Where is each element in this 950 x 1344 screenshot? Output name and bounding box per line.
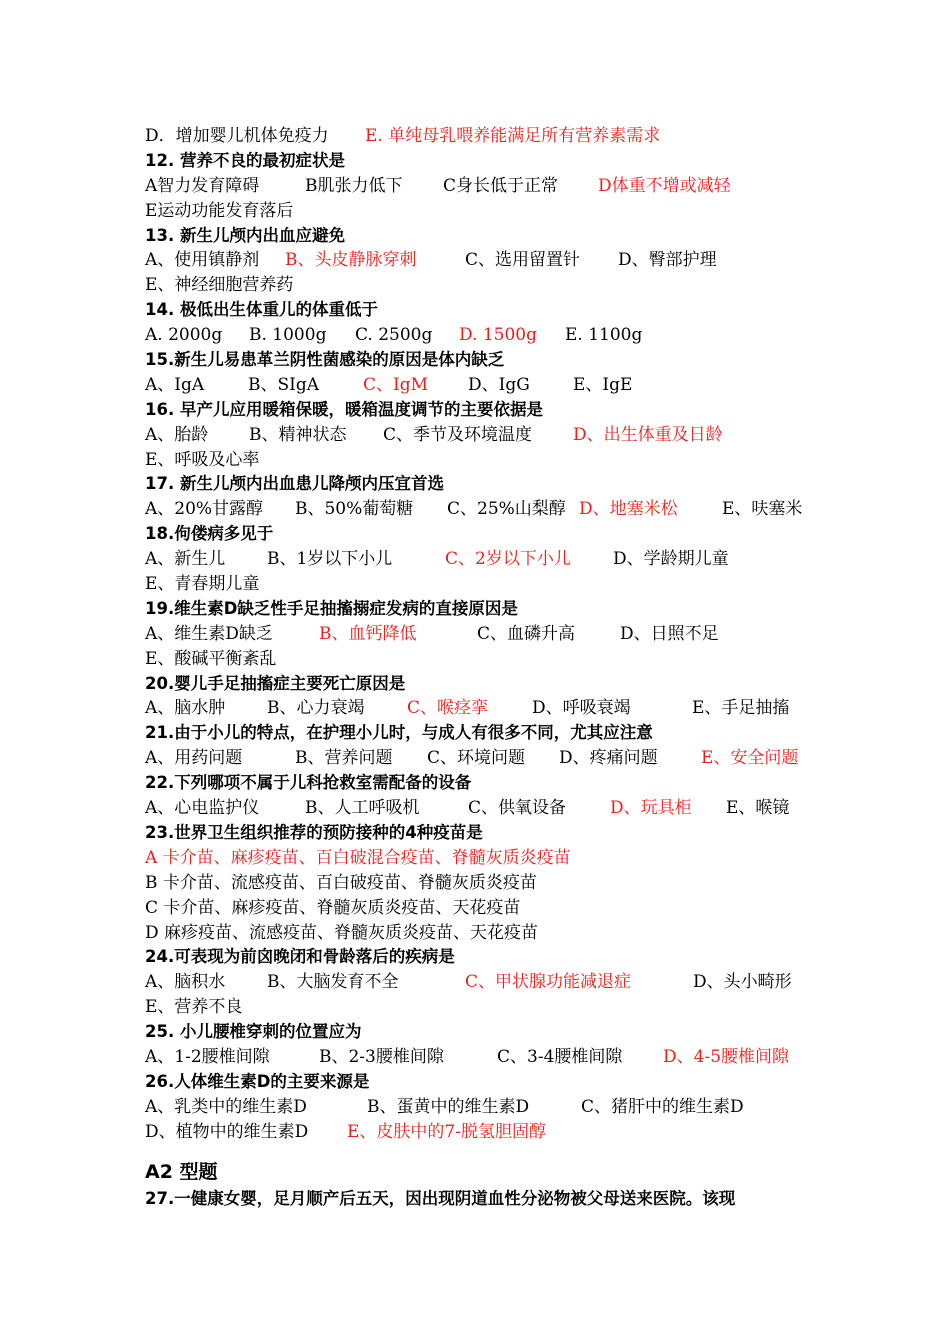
answer-option: B、50%葡萄糖 xyxy=(295,499,414,520)
answer-options xyxy=(145,995,825,1020)
answer-option: B. 1000g xyxy=(249,325,327,346)
answer-option: A、维生素D缺乏 xyxy=(145,623,273,644)
answer-option: E、IgE xyxy=(573,374,633,395)
answer-options xyxy=(145,572,825,597)
question-stem: 19.维生素D缺乏性手足抽搐搦症发病的直接原因是 xyxy=(145,598,518,618)
correct-answer-option: D体重不增或减轻 xyxy=(598,175,731,196)
answer-option: C、环境问题 xyxy=(427,748,526,769)
answer-option: A、脑水肿 xyxy=(145,698,226,719)
answer-option: D、臀部护理 xyxy=(618,250,717,271)
answer-option: C、选用留置针 xyxy=(465,250,581,271)
answer-option: B、心力衰竭 xyxy=(267,698,365,719)
answer-option: B、2-3腰椎间隙 xyxy=(319,1046,444,1067)
question-stem: 13. 新生儿颅内出血应避免 xyxy=(145,225,345,245)
answer-option: C身长低于正常 xyxy=(443,175,559,196)
question-stem: 22.下列哪项不属于儿科抢救室需配备的设备 xyxy=(145,773,472,793)
answer-options xyxy=(145,323,825,348)
section-heading: A2 型题 xyxy=(145,1160,218,1183)
answer-option: D．增加婴儿机体免疫力 xyxy=(145,126,329,146)
correct-answer-option: D. 1500g xyxy=(459,325,537,346)
answer-option: C、血磷升高 xyxy=(477,623,576,644)
answer-options xyxy=(145,248,825,273)
answer-option: A. 2000g xyxy=(145,325,223,346)
answer-options xyxy=(145,547,825,572)
question-stem: 18.佝偻病多见于 xyxy=(145,524,274,544)
answer-options xyxy=(145,871,825,896)
answer-option: B、人工呼吸机 xyxy=(305,798,420,819)
answer-option: B、蛋黄中的维生素D xyxy=(367,1096,530,1117)
question-stem: 23.世界卫生组织推荐的预防接种的4种疫苗是 xyxy=(145,822,483,842)
exam-page xyxy=(145,124,825,1211)
answer-options xyxy=(145,921,825,946)
answer-option: D、植物中的维生素D xyxy=(145,1121,309,1142)
answer-option: D 麻疹疫苗、流感疫苗、脊髓灰质炎疫苗、天花疫苗 xyxy=(145,922,539,943)
answer-option: A、使用镇静剂 xyxy=(145,250,260,271)
answer-options xyxy=(145,174,825,199)
answer-options xyxy=(145,970,825,995)
answer-option: D、疼痛问题 xyxy=(559,748,658,769)
correct-answer-option: D、玩具柜 xyxy=(610,798,692,819)
answer-options xyxy=(145,846,825,871)
correct-answer-option: E、皮肤中的7-脱氢胆固醇 xyxy=(347,1121,546,1142)
answer-option: E、青春期儿童 xyxy=(145,574,260,595)
answer-options xyxy=(145,1095,825,1120)
answer-option: E、神经细胞营养药 xyxy=(145,275,294,296)
correct-answer-option: B、血钙降低 xyxy=(319,623,417,644)
answer-option: C. 2500g xyxy=(355,325,433,346)
question-stem: 17. 新生儿颅内出血患儿降颅内压宜首选 xyxy=(145,474,444,494)
correct-answer-option: C、喉痉挛 xyxy=(407,698,489,719)
answer-options xyxy=(145,796,825,821)
answer-options xyxy=(145,1120,825,1145)
answer-option: E运动功能发育落后 xyxy=(145,200,294,221)
question-stem: 16. 早产儿应用暖箱保暖，暖箱温度调节的主要依据是 xyxy=(145,399,543,419)
answer-options xyxy=(145,124,825,149)
answer-options xyxy=(145,896,825,921)
answer-options xyxy=(145,622,825,647)
correct-answer-option: D、地塞米松 xyxy=(579,499,678,520)
answer-options xyxy=(145,423,825,448)
question-stem: 24.可表现为前囟晚闭和骨龄落后的疾病是 xyxy=(145,947,455,967)
answer-option: E、手足抽搐 xyxy=(692,698,790,719)
answer-option: A、1-2腰椎间隙 xyxy=(145,1046,270,1067)
answer-options xyxy=(145,199,825,224)
answer-option: A、新生儿 xyxy=(145,549,226,570)
correct-answer-option: E、安全问题 xyxy=(701,748,799,769)
answer-option: A、心电监护仪 xyxy=(145,798,260,819)
answer-option: E、喉镜 xyxy=(726,798,790,819)
answer-options xyxy=(145,273,825,298)
answer-option: C、3-4腰椎间隙 xyxy=(497,1046,623,1067)
answer-options xyxy=(145,696,825,721)
question-stem: 15.新生儿易患革兰阴性菌感染的原因是体内缺乏 xyxy=(145,350,505,370)
answer-option: B 卡介苗、流感疫苗、百白破疫苗、脊髓灰质炎疫苗 xyxy=(145,872,537,893)
answer-option: E、呼吸及心率 xyxy=(145,449,260,470)
answer-option: D、头小畸形 xyxy=(693,972,792,993)
answer-option: A、胎龄 xyxy=(145,424,209,445)
correct-answer-option: A 卡介苗、麻疹疫苗、百白破混合疫苗、脊髓灰质炎疫苗 xyxy=(145,847,571,868)
answer-option: C、季节及环境温度 xyxy=(383,424,533,445)
answer-option: C、猪肝中的维生素D xyxy=(581,1096,744,1117)
answer-option: D、IgG xyxy=(468,374,530,395)
question-stem: 14. 极低出生体重儿的体重低于 xyxy=(145,300,378,320)
answer-option: B、1岁以下小儿 xyxy=(267,549,393,570)
correct-answer-option: C、IgM xyxy=(363,374,429,395)
answer-option: A、脑积水 xyxy=(145,972,226,993)
answer-option: C 卡介苗、麻疹疫苗、脊髓灰质炎疫苗、天花疫苗 xyxy=(145,897,521,918)
answer-option: E、酸碱平衡紊乱 xyxy=(145,648,277,669)
answer-option: D、学龄期儿童 xyxy=(613,549,729,570)
answer-option: D、日照不足 xyxy=(620,623,719,644)
correct-answer-option: B、头皮静脉穿刺 xyxy=(285,250,417,271)
answer-option: C、供氧设备 xyxy=(468,798,567,819)
answer-option: B肌张力低下 xyxy=(305,175,403,196)
answer-option: A、用药问题 xyxy=(145,748,243,769)
question-stem: 27.一健康女婴，足月顺产后五天，因出现阴道血性分泌物被父母送来医院。该现 xyxy=(145,1188,736,1208)
question-stem: 12. 营养不良的最初症状是 xyxy=(145,150,345,170)
answer-options xyxy=(145,373,825,398)
question-stem: 26.人体维生素D的主要来源是 xyxy=(145,1071,370,1091)
answer-options xyxy=(145,746,825,771)
answer-option: A智力发育障碍 xyxy=(145,175,260,196)
answer-option: B、大脑发育不全 xyxy=(267,972,399,993)
answer-option: E、呋塞米 xyxy=(722,499,803,520)
question-stem: 20.婴儿手足抽搐症主要死亡原因是 xyxy=(145,673,406,693)
correct-answer-option: C、甲状腺功能减退症 xyxy=(465,972,632,993)
answer-options xyxy=(145,497,825,522)
correct-answer-option: C、2岁以下小儿 xyxy=(445,549,571,570)
answer-option: E. 1100g xyxy=(565,325,643,346)
question-stem: 25. 小儿腰椎穿刺的位置应为 xyxy=(145,1022,362,1042)
answer-option: E、营养不良 xyxy=(145,997,243,1018)
answer-option: C、25%山梨醇 xyxy=(447,499,566,520)
correct-answer-option: E. 单纯母乳喂养能满足所有营养素需求 xyxy=(365,126,661,146)
answer-options xyxy=(145,448,825,473)
question-stem: 21.由于小儿的特点，在护理小儿时，与成人有很多不同，尤其应注意 xyxy=(145,723,653,743)
correct-answer-option: D、4-5腰椎间隙 xyxy=(663,1046,790,1067)
answer-option: D、呼吸衰竭 xyxy=(532,698,631,719)
answer-options xyxy=(145,647,825,672)
correct-answer-option: D、出生体重及日龄 xyxy=(573,424,723,445)
answer-options xyxy=(145,1045,825,1070)
answer-option: A、乳类中的维生素D xyxy=(145,1096,307,1117)
answer-option: A、20%甘露醇 xyxy=(145,499,264,520)
answer-option: B、SIgA xyxy=(248,374,320,395)
answer-option: B、营养问题 xyxy=(295,748,393,769)
answer-option: A、IgA xyxy=(145,374,205,395)
answer-option: B、精神状态 xyxy=(249,424,347,445)
